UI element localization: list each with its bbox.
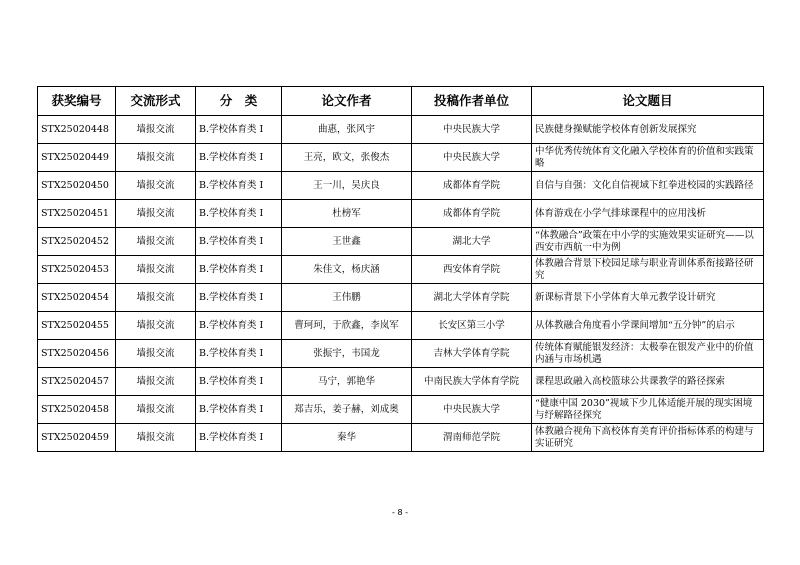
paper-title-cell: 体教融合视角下高校体育美育评价指标体系的构建与实证研究 <box>532 424 764 452</box>
authors-cell: 王世鑫 <box>282 228 412 256</box>
paper-title-cell: 体育游戏在小学气排球课程中的应用浅析 <box>532 200 764 228</box>
award-id-cell: STX25020452 <box>38 228 116 256</box>
affiliation-cell: 中南民族大学体育学院 <box>412 368 532 396</box>
paper-title-cell: “健康中国 2030”视域下少儿体适能开展的现实困境与纾解路径探究 <box>532 396 764 424</box>
award-id-cell: STX25020457 <box>38 368 116 396</box>
exchange-form-cell: 墙报交流 <box>116 340 196 368</box>
paper-title-cell: 中华优秀传统体育文化融入学校体育的价值和实践策略 <box>532 144 764 172</box>
authors-cell: 王亮，欧文，张俊杰 <box>282 144 412 172</box>
table-row <box>38 228 764 256</box>
authors-cell: 郑吉乐，姜子赫，刘成奥 <box>282 396 412 424</box>
category-cell: B.学校体育类 I <box>196 228 282 256</box>
affiliation-cell: 中央民族大学 <box>412 116 532 144</box>
category-cell: B.学校体育类 I <box>196 172 282 200</box>
header-authors: 论文作者 <box>282 87 412 116</box>
paper-title-cell: 传统体育赋能银发经济：太极拳在银发产业中的价值内涵与市场机遇 <box>532 340 764 368</box>
exchange-form-cell: 墙报交流 <box>116 368 196 396</box>
authors-cell: 朱佳文，杨庆涵 <box>282 256 412 284</box>
affiliation-cell: 西安体育学院 <box>412 256 532 284</box>
table-row <box>38 424 764 452</box>
award-table <box>37 86 764 452</box>
category-cell: B.学校体育类 I <box>196 144 282 172</box>
table-row <box>38 200 764 228</box>
affiliation-cell: 长安区第三小学 <box>412 312 532 340</box>
header-paper-title: 论文题目 <box>532 87 764 116</box>
category-cell: B.学校体育类 I <box>196 340 282 368</box>
exchange-form-cell: 墙报交流 <box>116 396 196 424</box>
authors-cell: 曹珂珂，于欣鑫，李岚军 <box>282 312 412 340</box>
exchange-form-cell: 墙报交流 <box>116 312 196 340</box>
paper-title-cell: 自信与自强：文化自信视域下红拳进校园的实践路径 <box>532 172 764 200</box>
exchange-form-cell: 墙报交流 <box>116 116 196 144</box>
paper-title-cell: 课程思政融入高校篮球公共课教学的路径探索 <box>532 368 764 396</box>
category-cell: B.学校体育类 I <box>196 256 282 284</box>
affiliation-cell: 湖北大学 <box>412 228 532 256</box>
paper-title-cell: 从体教融合角度看小学课间增加“五分钟”的启示 <box>532 312 764 340</box>
page-number: - 8 - <box>392 508 408 517</box>
award-id-cell: STX25020459 <box>38 424 116 452</box>
table-row <box>38 312 764 340</box>
authors-cell: 张振宇，韦国龙 <box>282 340 412 368</box>
category-cell: B.学校体育类 I <box>196 368 282 396</box>
authors-cell: 王一川，吴庆良 <box>282 172 412 200</box>
award-id-cell: STX25020450 <box>38 172 116 200</box>
paper-title-cell: 新课标背景下小学体育大单元教学设计研究 <box>532 284 764 312</box>
header-exchange-form: 交流形式 <box>116 87 196 116</box>
header-affiliation: 投稿作者单位 <box>412 87 532 116</box>
table-row <box>38 368 764 396</box>
exchange-form-cell: 墙报交流 <box>116 284 196 312</box>
authors-cell: 曲惠，张风宇 <box>282 116 412 144</box>
award-id-cell: STX25020448 <box>38 116 116 144</box>
award-id-cell: STX25020455 <box>38 312 116 340</box>
authors-cell: 王伟鹏 <box>282 284 412 312</box>
award-id-cell: STX25020458 <box>38 396 116 424</box>
table-row <box>38 284 764 312</box>
affiliation-cell: 湖北大学体育学院 <box>412 284 532 312</box>
exchange-form-cell: 墙报交流 <box>116 228 196 256</box>
award-table-container <box>37 86 763 452</box>
affiliation-cell: 成都体育学院 <box>412 200 532 228</box>
award-id-cell: STX25020454 <box>38 284 116 312</box>
category-cell: B.学校体育类 I <box>196 424 282 452</box>
exchange-form-cell: 墙报交流 <box>116 424 196 452</box>
table-body <box>38 116 764 452</box>
paper-title-cell: 民族健身操赋能学校体育创新发展探究 <box>532 116 764 144</box>
award-id-cell: STX25020456 <box>38 340 116 368</box>
table-row <box>38 116 764 144</box>
category-cell: B.学校体育类 I <box>196 312 282 340</box>
table-header-row <box>38 87 764 116</box>
exchange-form-cell: 墙报交流 <box>116 256 196 284</box>
category-cell: B.学校体育类 I <box>196 396 282 424</box>
affiliation-cell: 中央民族大学 <box>412 396 532 424</box>
authors-cell: 秦华 <box>282 424 412 452</box>
exchange-form-cell: 墙报交流 <box>116 144 196 172</box>
authors-cell: 马宁，郭艳华 <box>282 368 412 396</box>
category-cell: B.学校体育类 I <box>196 284 282 312</box>
affiliation-cell: 渭南师范学院 <box>412 424 532 452</box>
exchange-form-cell: 墙报交流 <box>116 200 196 228</box>
affiliation-cell: 成都体育学院 <box>412 172 532 200</box>
category-cell: B.学校体育类 I <box>196 200 282 228</box>
paper-title-cell: 体教融合背景下校园足球与职业青训体系衔接路径研究 <box>532 256 764 284</box>
table-row <box>38 172 764 200</box>
header-category: 分 类 <box>196 87 282 116</box>
award-id-cell: STX25020451 <box>38 200 116 228</box>
header-award-id: 获奖编号 <box>38 87 116 116</box>
table-row <box>38 340 764 368</box>
award-id-cell: STX25020453 <box>38 256 116 284</box>
exchange-form-cell: 墙报交流 <box>116 172 196 200</box>
award-id-cell: STX25020449 <box>38 144 116 172</box>
authors-cell: 杜榜军 <box>282 200 412 228</box>
affiliation-cell: 中央民族大学 <box>412 144 532 172</box>
affiliation-cell: 吉林大学体育学院 <box>412 340 532 368</box>
table-row <box>38 396 764 424</box>
category-cell: B.学校体育类 I <box>196 116 282 144</box>
paper-title-cell: “体教融合”政策在中小学的实施效果实证研究——以西安市西航一中为例 <box>532 228 764 256</box>
table-row <box>38 144 764 172</box>
table-row <box>38 256 764 284</box>
